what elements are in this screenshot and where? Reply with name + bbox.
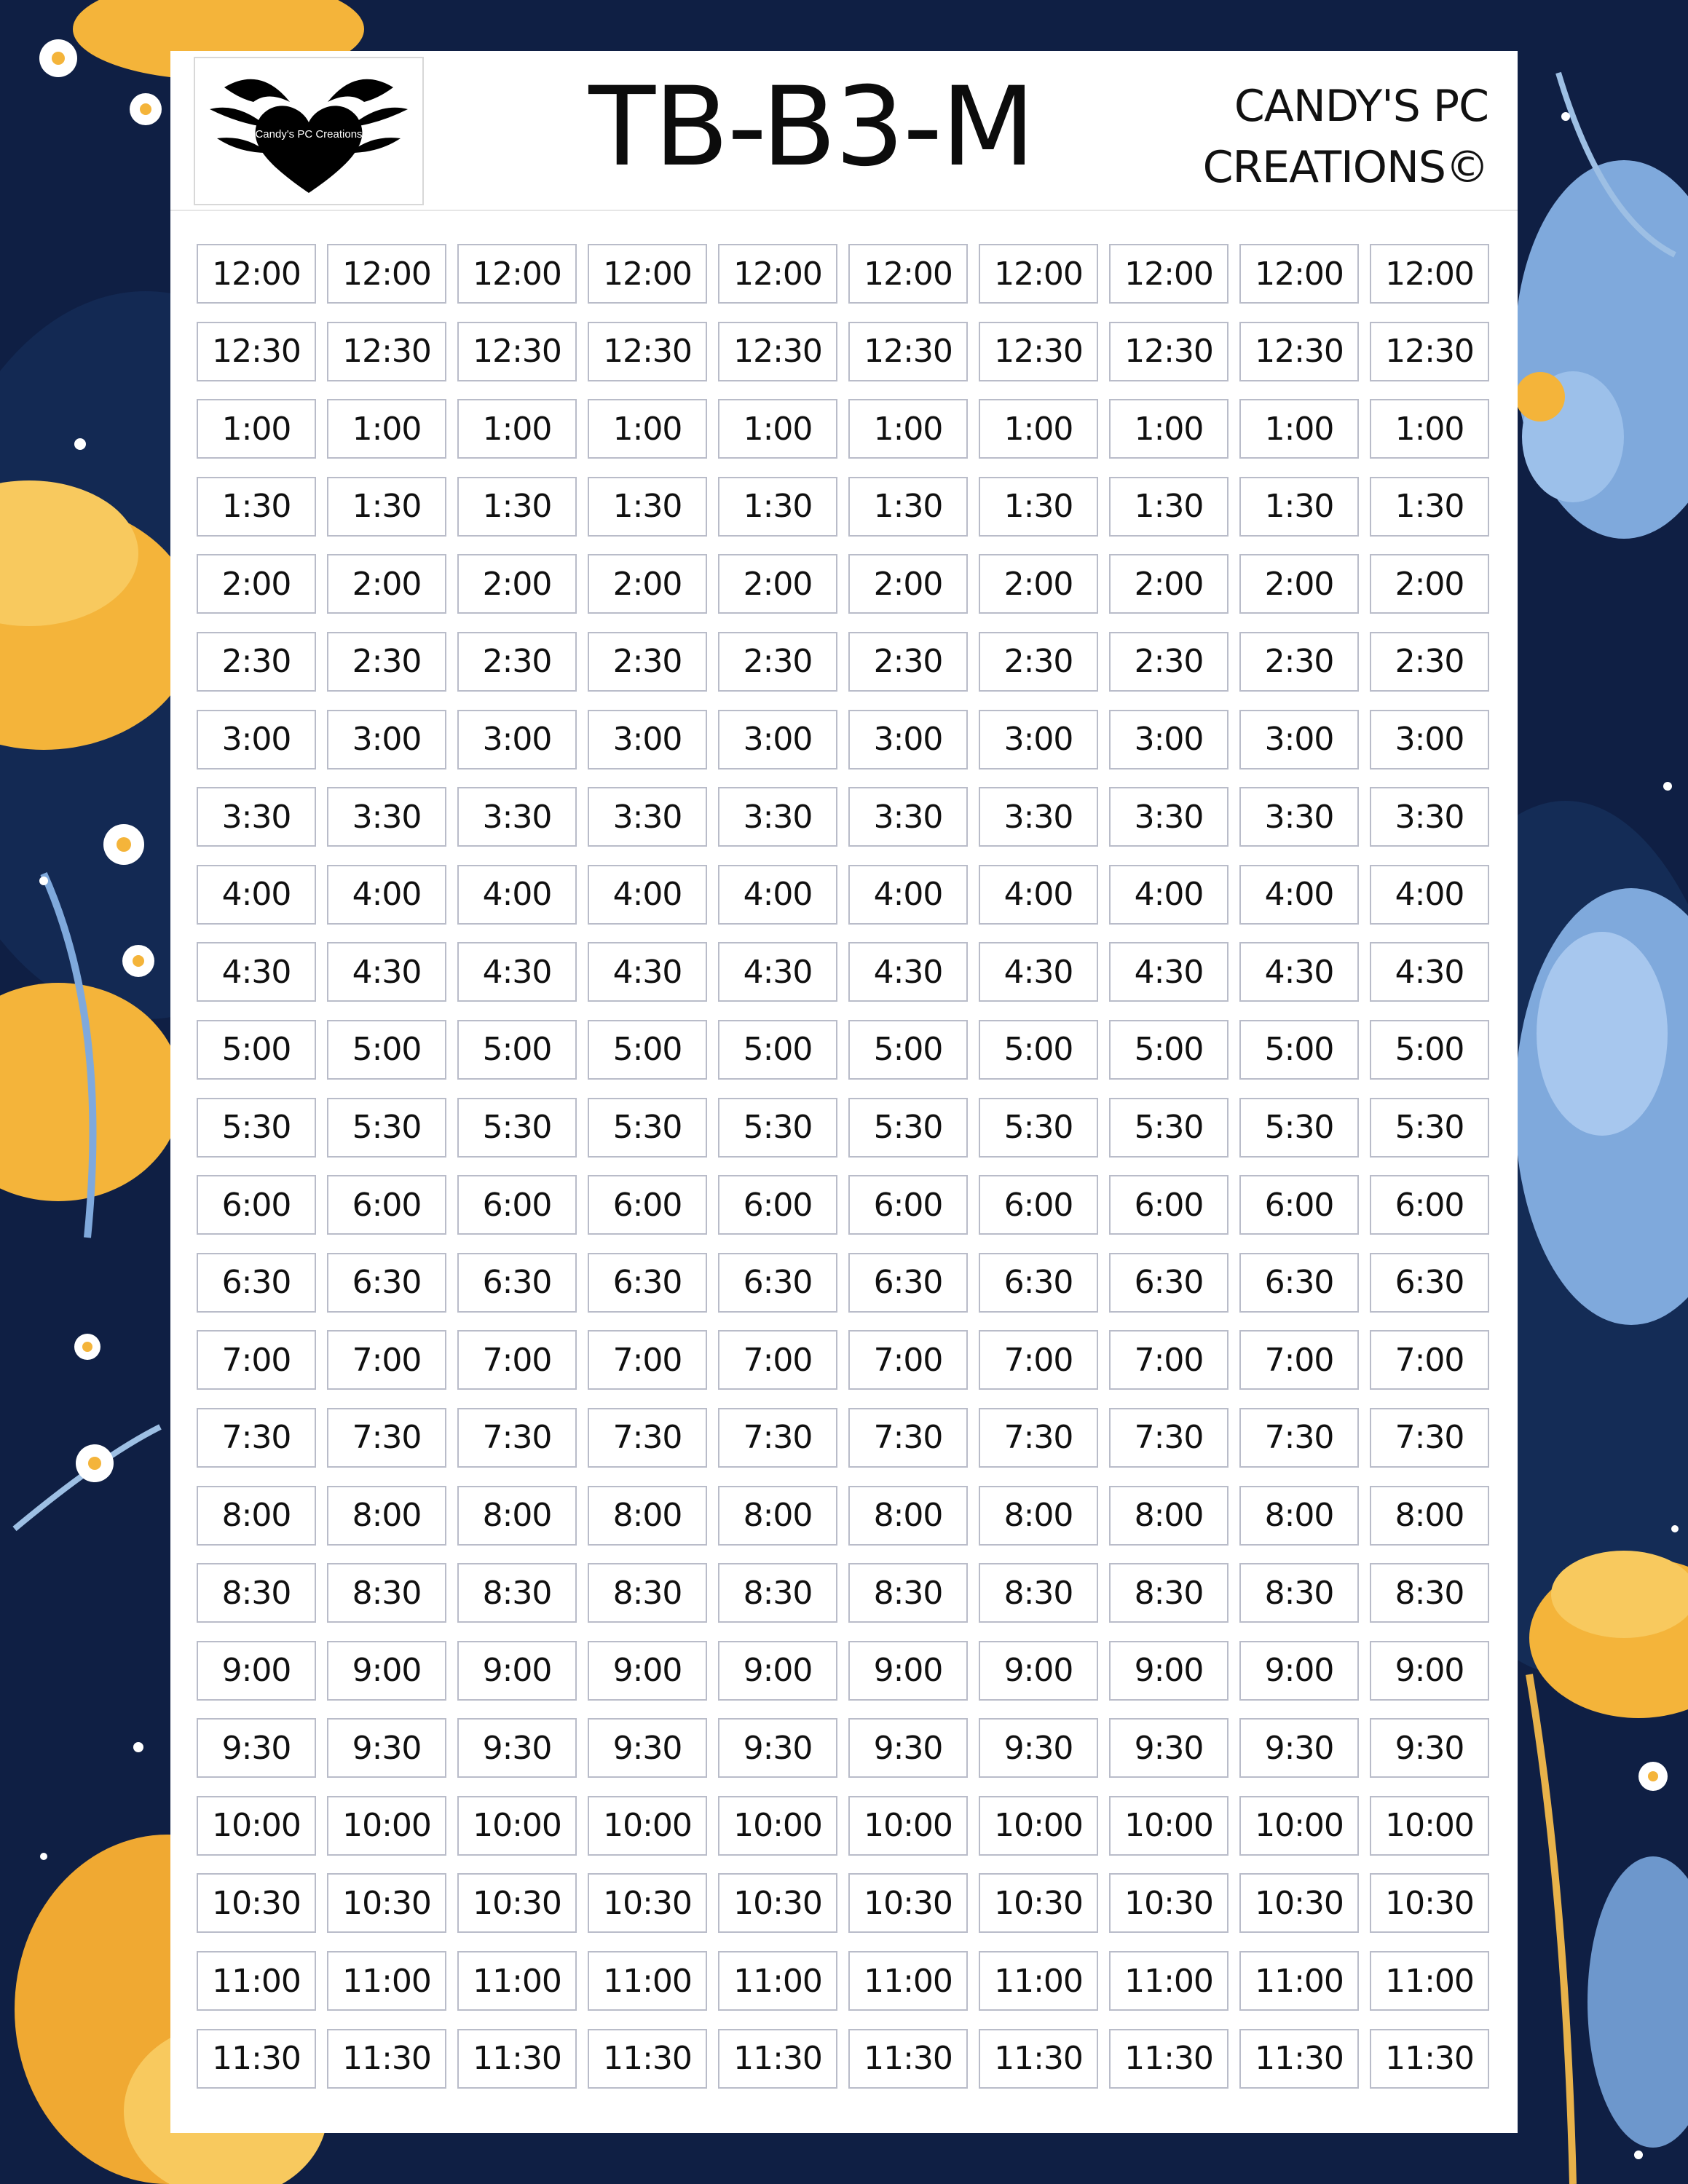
time-sticker: 4:30 — [457, 942, 577, 1002]
time-sticker: 5:00 — [848, 1020, 968, 1080]
time-sticker: 7:00 — [1109, 1330, 1228, 1390]
time-sticker: 6:30 — [197, 1253, 316, 1313]
time-sticker: 1:00 — [718, 399, 837, 459]
time-sticker: 7:00 — [718, 1330, 837, 1390]
time-sticker: 2:30 — [1239, 632, 1359, 692]
time-sticker: 9:00 — [588, 1641, 707, 1701]
time-sticker: 8:30 — [457, 1563, 577, 1623]
time-sticker: 8:30 — [979, 1563, 1098, 1623]
time-sticker: 8:30 — [718, 1563, 837, 1623]
sticker-sheet — [170, 51, 1518, 2133]
time-sticker: 5:30 — [848, 1098, 968, 1158]
time-sticker: 5:30 — [718, 1098, 837, 1158]
time-sticker: 11:00 — [327, 1951, 446, 2011]
time-sticker: 12:00 — [718, 244, 837, 304]
time-sticker: 5:30 — [979, 1098, 1098, 1158]
time-sticker: 2:00 — [588, 554, 707, 614]
time-sticker: 3:30 — [1239, 787, 1359, 847]
time-sticker: 5:30 — [457, 1098, 577, 1158]
time-sticker: 5:30 — [1370, 1098, 1489, 1158]
time-sticker: 3:30 — [457, 787, 577, 847]
time-sticker: 6:30 — [457, 1253, 577, 1313]
time-sticker: 10:30 — [979, 1873, 1098, 1933]
time-sticker: 10:30 — [588, 1873, 707, 1933]
time-sticker: 6:00 — [588, 1175, 707, 1235]
time-sticker: 9:30 — [848, 1718, 968, 1778]
time-sticker: 1:30 — [979, 477, 1098, 537]
time-sticker: 5:00 — [979, 1020, 1098, 1080]
time-sticker: 4:00 — [1370, 865, 1489, 925]
time-sticker: 6:30 — [848, 1253, 968, 1313]
time-sticker-grid — [197, 244, 1489, 2089]
time-sticker: 1:30 — [1239, 477, 1359, 537]
time-sticker: 8:00 — [1370, 1486, 1489, 1546]
time-sticker: 6:00 — [718, 1175, 837, 1235]
time-sticker: 4:30 — [1239, 942, 1359, 1002]
time-sticker: 12:00 — [197, 244, 316, 304]
time-sticker: 1:30 — [327, 477, 446, 537]
time-sticker: 4:00 — [197, 865, 316, 925]
time-sticker: 1:30 — [1109, 477, 1228, 537]
time-sticker: 8:00 — [1239, 1486, 1359, 1546]
time-sticker: 12:00 — [457, 244, 577, 304]
time-sticker: 1:30 — [588, 477, 707, 537]
time-sticker: 7:00 — [327, 1330, 446, 1390]
time-sticker: 6:00 — [1370, 1175, 1489, 1235]
time-sticker: 10:30 — [1370, 1873, 1489, 1933]
time-sticker: 12:00 — [848, 244, 968, 304]
time-sticker: 10:30 — [457, 1873, 577, 1933]
time-sticker: 11:30 — [979, 2029, 1098, 2089]
time-sticker: 4:30 — [327, 942, 446, 1002]
time-sticker: 2:30 — [327, 632, 446, 692]
brand-name — [1183, 76, 1488, 198]
time-sticker: 4:00 — [1239, 865, 1359, 925]
time-sticker: 9:00 — [197, 1641, 316, 1701]
time-sticker: 3:30 — [848, 787, 968, 847]
time-sticker: 12:30 — [1239, 322, 1359, 381]
time-sticker: 12:30 — [1109, 322, 1228, 381]
time-sticker: 3:30 — [197, 787, 316, 847]
time-sticker: 3:00 — [1370, 710, 1489, 769]
time-sticker: 4:00 — [979, 865, 1098, 925]
time-sticker: 4:00 — [848, 865, 968, 925]
time-sticker: 5:00 — [718, 1020, 837, 1080]
time-sticker: 9:00 — [848, 1641, 968, 1701]
time-sticker: 10:00 — [327, 1796, 446, 1856]
time-sticker: 7:00 — [1370, 1330, 1489, 1390]
time-sticker: 8:00 — [1109, 1486, 1228, 1546]
time-sticker: 10:00 — [457, 1796, 577, 1856]
time-sticker: 9:30 — [327, 1718, 446, 1778]
time-sticker: 3:30 — [1370, 787, 1489, 847]
time-sticker: 6:00 — [197, 1175, 316, 1235]
time-sticker: 12:30 — [327, 322, 446, 381]
time-sticker: 3:00 — [979, 710, 1098, 769]
time-sticker: 5:00 — [197, 1020, 316, 1080]
time-sticker: 12:00 — [327, 244, 446, 304]
time-sticker: 9:00 — [1109, 1641, 1228, 1701]
time-sticker: 6:30 — [1109, 1253, 1228, 1313]
time-sticker: 10:30 — [1109, 1873, 1228, 1933]
time-sticker: 10:00 — [1370, 1796, 1489, 1856]
time-sticker: 11:30 — [327, 2029, 446, 2089]
time-sticker: 12:30 — [457, 322, 577, 381]
time-sticker: 2:30 — [588, 632, 707, 692]
time-sticker: 12:00 — [1239, 244, 1359, 304]
brand-line-1: CANDY'S PC — [1234, 81, 1488, 132]
time-sticker: 11:00 — [1109, 1951, 1228, 2011]
time-sticker: 11:30 — [848, 2029, 968, 2089]
time-sticker: 11:30 — [588, 2029, 707, 2089]
time-sticker: 3:00 — [197, 710, 316, 769]
time-sticker: 5:30 — [197, 1098, 316, 1158]
time-sticker: 10:30 — [718, 1873, 837, 1933]
time-sticker: 2:30 — [979, 632, 1098, 692]
time-sticker: 8:30 — [1370, 1563, 1489, 1623]
time-sticker: 1:00 — [327, 399, 446, 459]
time-sticker: 9:00 — [1239, 1641, 1359, 1701]
time-sticker: 11:30 — [718, 2029, 837, 2089]
time-sticker: 10:00 — [1239, 1796, 1359, 1856]
time-sticker: 11:00 — [718, 1951, 837, 2011]
time-sticker: 3:00 — [848, 710, 968, 769]
time-sticker: 12:30 — [848, 322, 968, 381]
time-sticker: 4:30 — [1370, 942, 1489, 1002]
time-sticker: 10:30 — [1239, 1873, 1359, 1933]
time-sticker: 12:30 — [718, 322, 837, 381]
time-sticker: 11:30 — [1370, 2029, 1489, 2089]
time-sticker: 6:30 — [588, 1253, 707, 1313]
time-sticker: 11:00 — [457, 1951, 577, 2011]
time-sticker: 10:00 — [718, 1796, 837, 1856]
time-sticker: 2:00 — [457, 554, 577, 614]
time-sticker: 3:00 — [457, 710, 577, 769]
time-sticker: 12:00 — [1370, 244, 1489, 304]
time-sticker: 2:00 — [327, 554, 446, 614]
time-sticker: 7:30 — [848, 1408, 968, 1468]
time-sticker: 11:00 — [1370, 1951, 1489, 2011]
brand-line-2: CREATIONS© — [1202, 142, 1488, 193]
time-sticker: 4:30 — [1109, 942, 1228, 1002]
time-sticker: 7:00 — [457, 1330, 577, 1390]
time-sticker: 2:30 — [718, 632, 837, 692]
time-sticker: 12:30 — [1370, 322, 1489, 381]
time-sticker: 9:30 — [1239, 1718, 1359, 1778]
time-sticker: 8:00 — [588, 1486, 707, 1546]
time-sticker: 1:30 — [718, 477, 837, 537]
time-sticker: 2:30 — [1109, 632, 1228, 692]
time-sticker: 3:00 — [1109, 710, 1228, 769]
time-sticker: 5:00 — [327, 1020, 446, 1080]
time-sticker: 8:30 — [588, 1563, 707, 1623]
logo-caption: Candy's PC Creations — [255, 128, 363, 141]
time-sticker: 2:00 — [197, 554, 316, 614]
time-sticker: 1:00 — [588, 399, 707, 459]
time-sticker: 11:30 — [197, 2029, 316, 2089]
time-sticker: 3:30 — [588, 787, 707, 847]
time-sticker: 10:30 — [197, 1873, 316, 1933]
sheet-title: TB-B3-M — [588, 64, 1034, 191]
time-sticker: 3:30 — [718, 787, 837, 847]
time-sticker: 3:30 — [1109, 787, 1228, 847]
time-sticker: 7:30 — [1109, 1408, 1228, 1468]
time-sticker: 6:30 — [327, 1253, 446, 1313]
time-sticker: 10:00 — [1109, 1796, 1228, 1856]
time-sticker: 4:30 — [197, 942, 316, 1002]
time-sticker: 6:00 — [979, 1175, 1098, 1235]
time-sticker: 8:00 — [848, 1486, 968, 1546]
time-sticker: 6:30 — [718, 1253, 837, 1313]
time-sticker: 1:00 — [1370, 399, 1489, 459]
time-sticker: 4:00 — [327, 865, 446, 925]
time-sticker: 8:00 — [197, 1486, 316, 1546]
time-sticker: 9:30 — [197, 1718, 316, 1778]
time-sticker: 4:00 — [1109, 865, 1228, 925]
time-sticker: 1:30 — [848, 477, 968, 537]
time-sticker: 1:00 — [1109, 399, 1228, 459]
time-sticker: 11:00 — [197, 1951, 316, 2011]
time-sticker: 11:00 — [588, 1951, 707, 2011]
time-sticker: 3:00 — [588, 710, 707, 769]
time-sticker: 7:30 — [1370, 1408, 1489, 1468]
time-sticker: 8:00 — [327, 1486, 446, 1546]
time-sticker: 7:30 — [1239, 1408, 1359, 1468]
time-sticker: 5:00 — [1370, 1020, 1489, 1080]
time-sticker: 3:30 — [327, 787, 446, 847]
time-sticker: 1:30 — [197, 477, 316, 537]
time-sticker: 7:00 — [588, 1330, 707, 1390]
time-sticker: 12:00 — [979, 244, 1098, 304]
time-sticker: 2:30 — [1370, 632, 1489, 692]
time-sticker: 10:00 — [979, 1796, 1098, 1856]
time-sticker: 9:30 — [718, 1718, 837, 1778]
time-sticker: 5:00 — [1239, 1020, 1359, 1080]
time-sticker: 1:00 — [1239, 399, 1359, 459]
time-sticker: 5:00 — [457, 1020, 577, 1080]
time-sticker: 9:30 — [588, 1718, 707, 1778]
time-sticker: 9:30 — [457, 1718, 577, 1778]
time-sticker: 2:00 — [1239, 554, 1359, 614]
time-sticker: 2:00 — [718, 554, 837, 614]
time-sticker: 5:00 — [1109, 1020, 1228, 1080]
time-sticker: 2:00 — [848, 554, 968, 614]
time-sticker: 1:30 — [457, 477, 577, 537]
time-sticker: 8:30 — [848, 1563, 968, 1623]
time-sticker: 9:00 — [1370, 1641, 1489, 1701]
time-sticker: 8:00 — [457, 1486, 577, 1546]
time-sticker: 10:00 — [848, 1796, 968, 1856]
time-sticker: 12:30 — [197, 322, 316, 381]
time-sticker: 12:00 — [1109, 244, 1228, 304]
time-sticker: 1:30 — [1370, 477, 1489, 537]
time-sticker: 3:00 — [1239, 710, 1359, 769]
time-sticker: 2:00 — [1370, 554, 1489, 614]
time-sticker: 7:00 — [979, 1330, 1098, 1390]
time-sticker: 3:00 — [718, 710, 837, 769]
time-sticker: 11:00 — [1239, 1951, 1359, 2011]
header-divider — [170, 210, 1518, 211]
time-sticker: 8:30 — [327, 1563, 446, 1623]
time-sticker: 4:30 — [588, 942, 707, 1002]
brand-logo — [194, 57, 424, 205]
time-sticker: 11:00 — [848, 1951, 968, 2011]
time-sticker: 7:00 — [1239, 1330, 1359, 1390]
time-sticker: 9:00 — [979, 1641, 1098, 1701]
time-sticker: 2:30 — [848, 632, 968, 692]
time-sticker: 10:00 — [588, 1796, 707, 1856]
time-sticker: 10:30 — [327, 1873, 446, 1933]
time-sticker: 4:30 — [848, 942, 968, 1002]
time-sticker: 6:30 — [979, 1253, 1098, 1313]
time-sticker: 6:00 — [1239, 1175, 1359, 1235]
time-sticker: 6:30 — [1239, 1253, 1359, 1313]
time-sticker: 1:00 — [197, 399, 316, 459]
time-sticker: 5:30 — [1239, 1098, 1359, 1158]
time-sticker: 4:30 — [979, 942, 1098, 1002]
time-sticker: 9:00 — [327, 1641, 446, 1701]
time-sticker: 5:30 — [588, 1098, 707, 1158]
time-sticker: 7:30 — [588, 1408, 707, 1468]
time-sticker: 8:00 — [718, 1486, 837, 1546]
time-sticker: 2:30 — [197, 632, 316, 692]
time-sticker: 8:30 — [1109, 1563, 1228, 1623]
time-sticker: 11:30 — [1109, 2029, 1228, 2089]
time-sticker: 11:30 — [1239, 2029, 1359, 2089]
time-sticker: 10:30 — [848, 1873, 968, 1933]
time-sticker: 4:30 — [718, 942, 837, 1002]
time-sticker: 8:00 — [979, 1486, 1098, 1546]
time-sticker: 8:30 — [1239, 1563, 1359, 1623]
time-sticker: 9:30 — [1370, 1718, 1489, 1778]
time-sticker: 4:00 — [457, 865, 577, 925]
time-sticker: 9:00 — [718, 1641, 837, 1701]
time-sticker: 5:30 — [327, 1098, 446, 1158]
time-sticker: 12:30 — [588, 322, 707, 381]
time-sticker: 8:30 — [197, 1563, 316, 1623]
time-sticker: 7:00 — [197, 1330, 316, 1390]
time-sticker: 7:30 — [979, 1408, 1098, 1468]
time-sticker: 3:00 — [327, 710, 446, 769]
time-sticker: 4:00 — [588, 865, 707, 925]
time-sticker: 6:30 — [1370, 1253, 1489, 1313]
time-sticker: 6:00 — [327, 1175, 446, 1235]
time-sticker: 7:30 — [718, 1408, 837, 1468]
time-sticker: 7:30 — [327, 1408, 446, 1468]
time-sticker: 9:30 — [979, 1718, 1098, 1778]
time-sticker: 3:30 — [979, 787, 1098, 847]
time-sticker: 7:30 — [197, 1408, 316, 1468]
time-sticker: 11:00 — [979, 1951, 1098, 2011]
time-sticker: 2:00 — [1109, 554, 1228, 614]
time-sticker: 4:00 — [718, 865, 837, 925]
time-sticker: 1:00 — [979, 399, 1098, 459]
time-sticker: 6:00 — [457, 1175, 577, 1235]
time-sticker: 7:30 — [457, 1408, 577, 1468]
time-sticker: 1:00 — [848, 399, 968, 459]
time-sticker: 1:00 — [457, 399, 577, 459]
time-sticker: 6:00 — [1109, 1175, 1228, 1235]
time-sticker: 12:00 — [588, 244, 707, 304]
time-sticker: 6:00 — [848, 1175, 968, 1235]
time-sticker: 10:00 — [197, 1796, 316, 1856]
time-sticker: 12:30 — [979, 322, 1098, 381]
time-sticker: 7:00 — [848, 1330, 968, 1390]
time-sticker: 5:30 — [1109, 1098, 1228, 1158]
time-sticker: 11:30 — [457, 2029, 577, 2089]
time-sticker: 2:00 — [979, 554, 1098, 614]
time-sticker: 5:00 — [588, 1020, 707, 1080]
time-sticker: 9:00 — [457, 1641, 577, 1701]
time-sticker: 2:30 — [457, 632, 577, 692]
time-sticker: 9:30 — [1109, 1718, 1228, 1778]
